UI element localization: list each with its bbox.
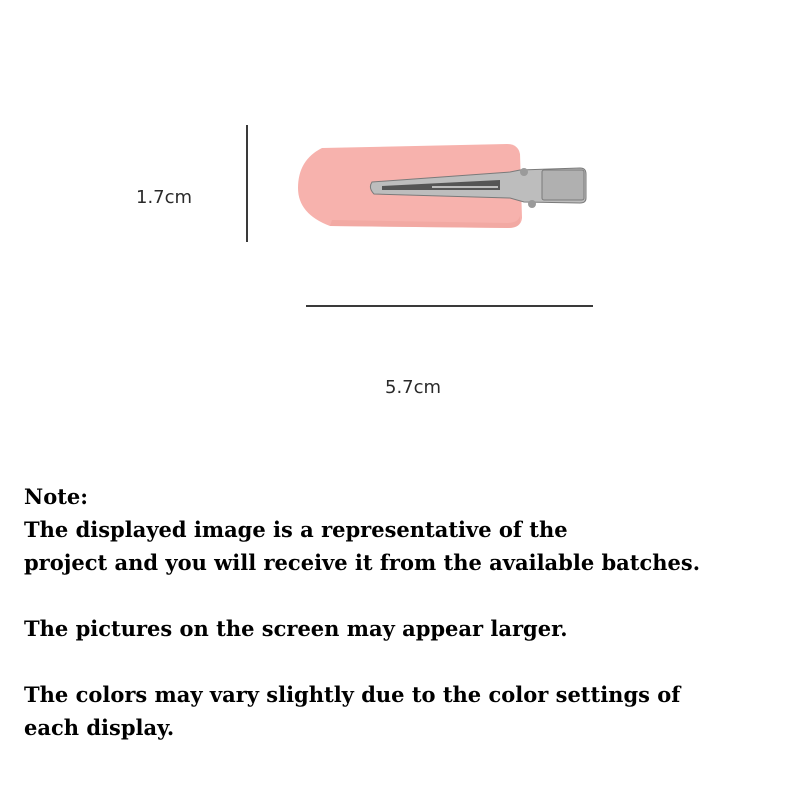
width-dimension-line (306, 305, 593, 307)
note-line-3: The pictures on the screen may appear larger. (24, 616, 568, 641)
note-line-5: each display. (24, 715, 175, 740)
note-section (24, 480, 794, 744)
clip-metal-divider (432, 186, 498, 188)
clip-metal-grip (542, 170, 584, 200)
note-line-2: project and you will receive it from the available batches. (24, 550, 701, 575)
width-dimension-label: 5.7cm (385, 377, 442, 398)
height-dimension-line (246, 125, 248, 242)
clip-rivet-top (520, 168, 528, 176)
clip-rivet-bottom (528, 200, 536, 208)
note-title: Note: (24, 484, 89, 509)
note-line-4: The colors may vary slightly due to the color settings of (24, 682, 681, 707)
height-dimension-label: 1.7cm (136, 187, 193, 208)
hair-clip-image (292, 140, 592, 235)
note-line-1: The displayed image is a representative of the (24, 517, 568, 542)
